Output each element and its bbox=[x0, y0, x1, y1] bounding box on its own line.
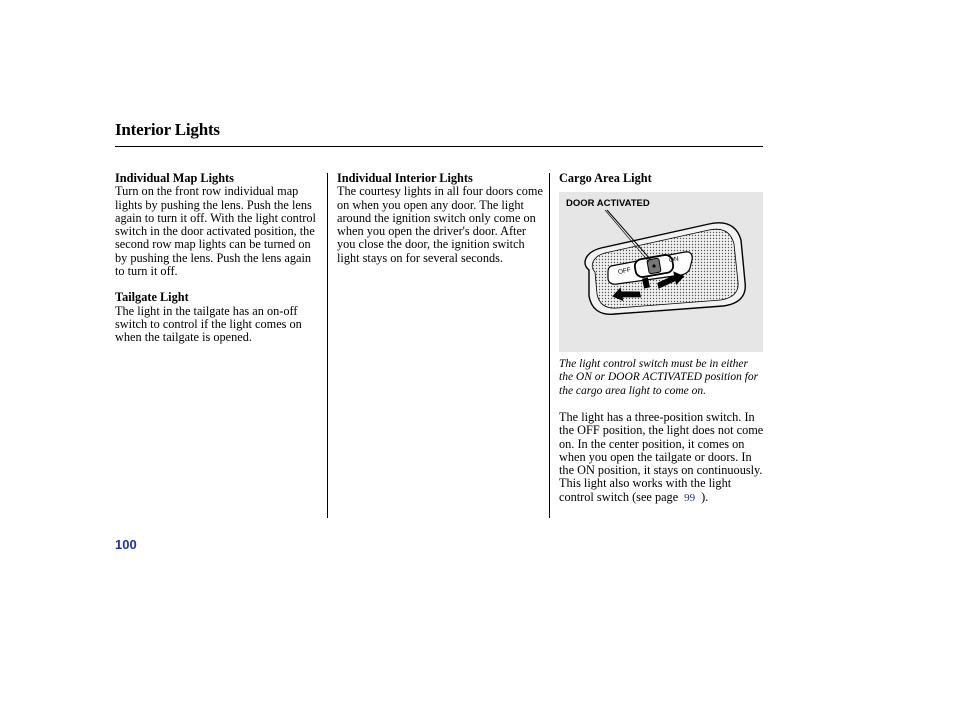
page-99-link[interactable]: 99 bbox=[684, 491, 696, 504]
switch-on-label: ON bbox=[668, 255, 680, 265]
map-lights-text: Turn on the front row individual map lights by pushing the lens. Push the lens again to turn it off. With the light control switch in the door activated position, the second row map lights can be turned on by pushing the lens. Push the lens again to turn it off. bbox=[115, 184, 316, 279]
cargo-light-see-page bbox=[559, 477, 765, 505]
page-number: 100 bbox=[115, 537, 137, 552]
interior-lights-heading: Individual Interior Lights bbox=[337, 171, 473, 185]
switch-off-label: OFF bbox=[617, 266, 632, 277]
map-lights-heading: Individual Map Lights bbox=[115, 171, 234, 185]
tailgate-light-text: The light in the tailgate has an on-off switch to control if the light comes on when the tailgate is opened. bbox=[115, 303, 302, 345]
see-page-close: ). bbox=[701, 489, 709, 504]
cargo-light-illustration bbox=[559, 192, 763, 352]
cargo-light-body bbox=[559, 411, 765, 505]
column-2 bbox=[337, 172, 543, 265]
cargo-light-text: The light has a three-position switch. In the OFF position, the light does not come on. In the center position, it comes on when you open the tailgate or doors. In the ON position, it stays on continuously. bbox=[559, 410, 764, 478]
cargo-light-figure bbox=[559, 192, 763, 352]
door-activated-label: DOOR ACTIVATED bbox=[566, 198, 650, 209]
cargo-light-heading: Cargo Area Light bbox=[559, 171, 652, 185]
column-divider-2 bbox=[549, 173, 550, 518]
column-divider-1 bbox=[327, 173, 328, 518]
page-title: Interior Lights bbox=[115, 120, 220, 139]
column-3-heading-wrap bbox=[559, 172, 765, 185]
figure-caption: The light control switch must be in either the ON or DOOR ACTIVATED position for the cargo area light to come on. bbox=[559, 358, 759, 397]
tailgate-light-heading: Tailgate Light bbox=[115, 290, 189, 305]
title-rule bbox=[115, 146, 763, 147]
interior-lights-text: The courtesy lights in all four doors come on when you open any door. The light around the ignition switch only come on when you open the driver's door. After you close the door, the ignition switch light stays on for several seconds. bbox=[337, 184, 543, 265]
see-page-text: This light also works with the light control switch (see page bbox=[559, 476, 732, 504]
column-1 bbox=[115, 172, 323, 345]
